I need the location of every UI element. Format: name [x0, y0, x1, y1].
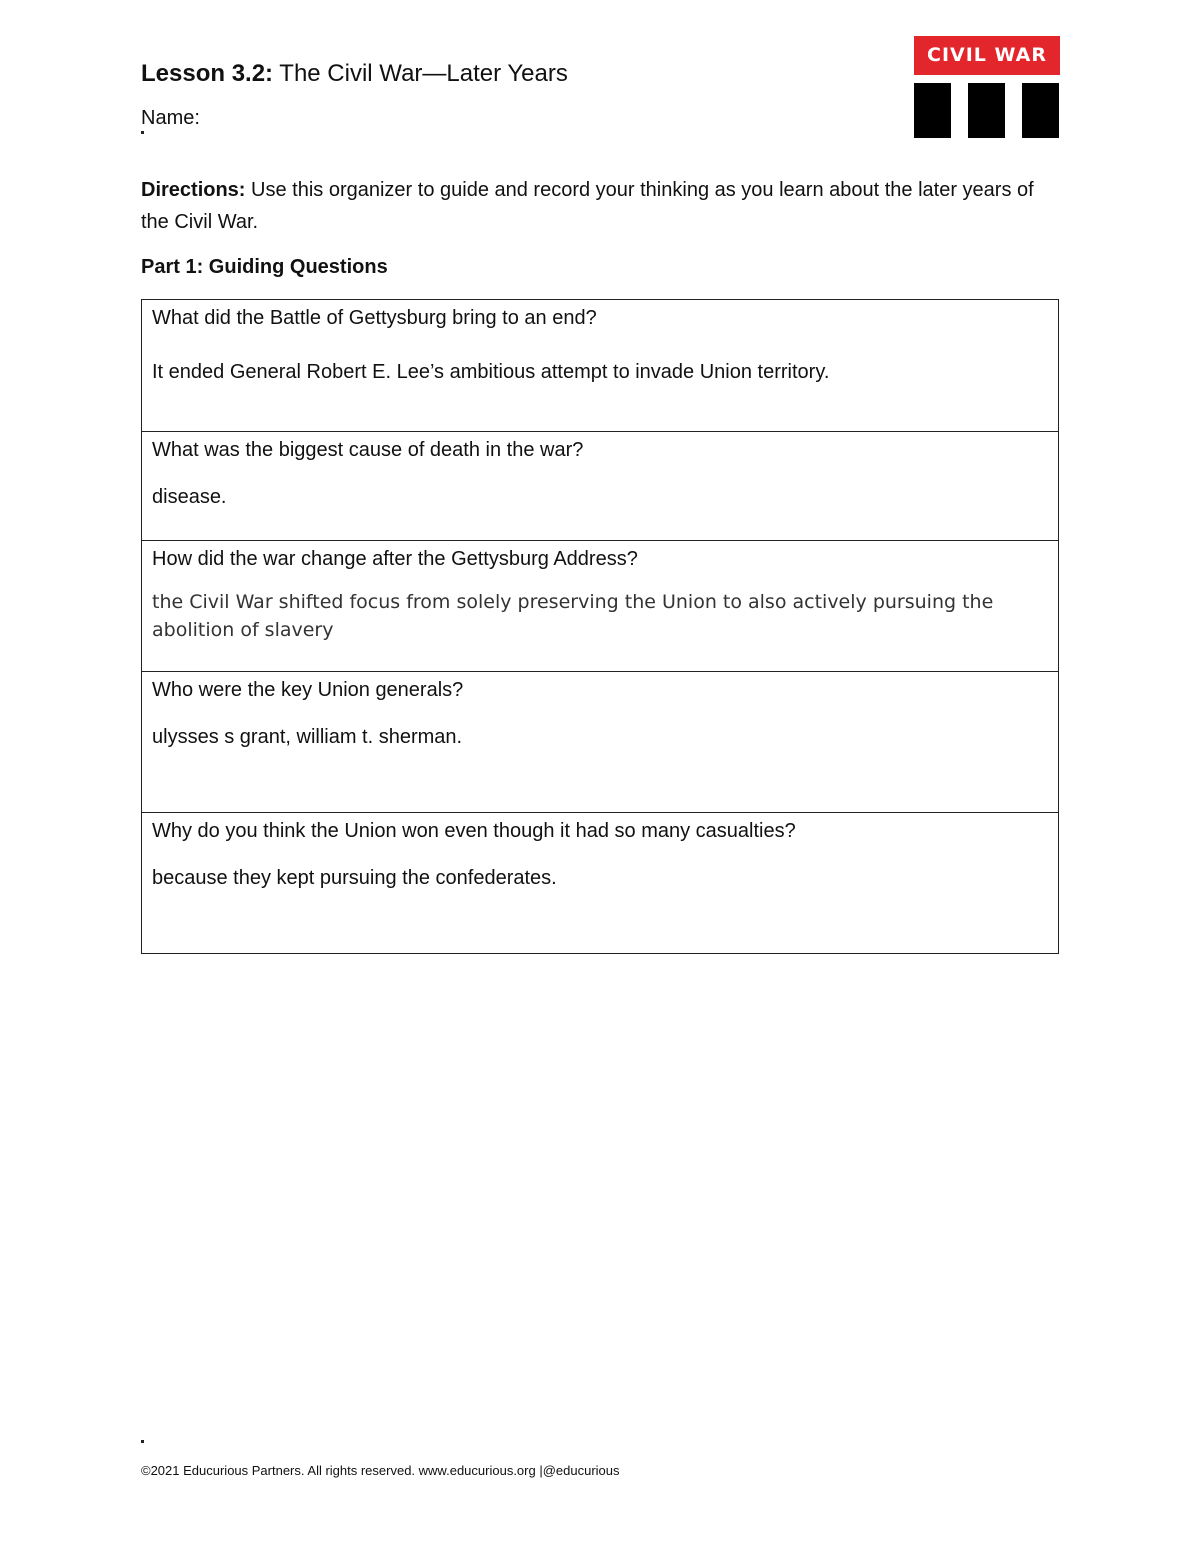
answer-text[interactable]: because they kept pursuing the confederates.	[152, 867, 557, 889]
lesson-name: The Civil War—Later Years	[273, 60, 568, 87]
question-text: Who were the key Union generals?	[152, 679, 464, 701]
question-text: What was the biggest cause of death in the war?	[152, 439, 584, 461]
logo-bar-middle	[968, 83, 1005, 138]
lesson-title	[141, 58, 568, 90]
table-row	[142, 672, 1058, 813]
question-text: What did the Battle of Gettysburg bring to an end?	[152, 307, 597, 329]
answer-text[interactable]: disease.	[152, 486, 227, 508]
answer-text[interactable]: ulysses s grant, william t. sherman.	[152, 726, 463, 748]
table-row	[142, 813, 1058, 953]
logo-bar-left	[914, 83, 951, 138]
part-1-heading: Part 1: Guiding Questions	[141, 256, 388, 278]
directions-paragraph	[141, 174, 1041, 238]
answer-text[interactable]: the Civil War shifted focus from solely preserving the Union to also actively pursuing the abolition of slavery	[152, 591, 994, 641]
table-row	[142, 432, 1058, 541]
footer-mark	[141, 1440, 144, 1443]
question-text: How did the war change after the Gettysburg Address?	[152, 548, 638, 570]
lesson-number: Lesson 3.2:	[141, 60, 274, 87]
table-row	[142, 541, 1058, 672]
cursor-mark	[141, 131, 144, 134]
guiding-questions-table	[141, 299, 1059, 954]
question-text: Why do you think the Union won even though it had so many casualties?	[152, 820, 796, 842]
answer-text[interactable]: It ended General Robert E. Lee’s ambitious attempt to invade Union territory.	[152, 361, 830, 383]
name-field-label: Name:	[141, 107, 200, 129]
logo-bar-right	[1022, 83, 1059, 138]
directions-label: Directions:	[141, 179, 246, 201]
logo-banner: CIVIL WAR	[914, 36, 1060, 75]
table-row	[142, 300, 1058, 432]
civil-war-logo	[914, 36, 1060, 138]
copyright-footer: ©2021 Educurious Partners. All rights reserved. www.educurious.org |@educurious	[141, 1463, 620, 1478]
directions-text: Use this organizer to guide and record your thinking as you learn about the later years of the Civil War.	[141, 179, 1034, 233]
